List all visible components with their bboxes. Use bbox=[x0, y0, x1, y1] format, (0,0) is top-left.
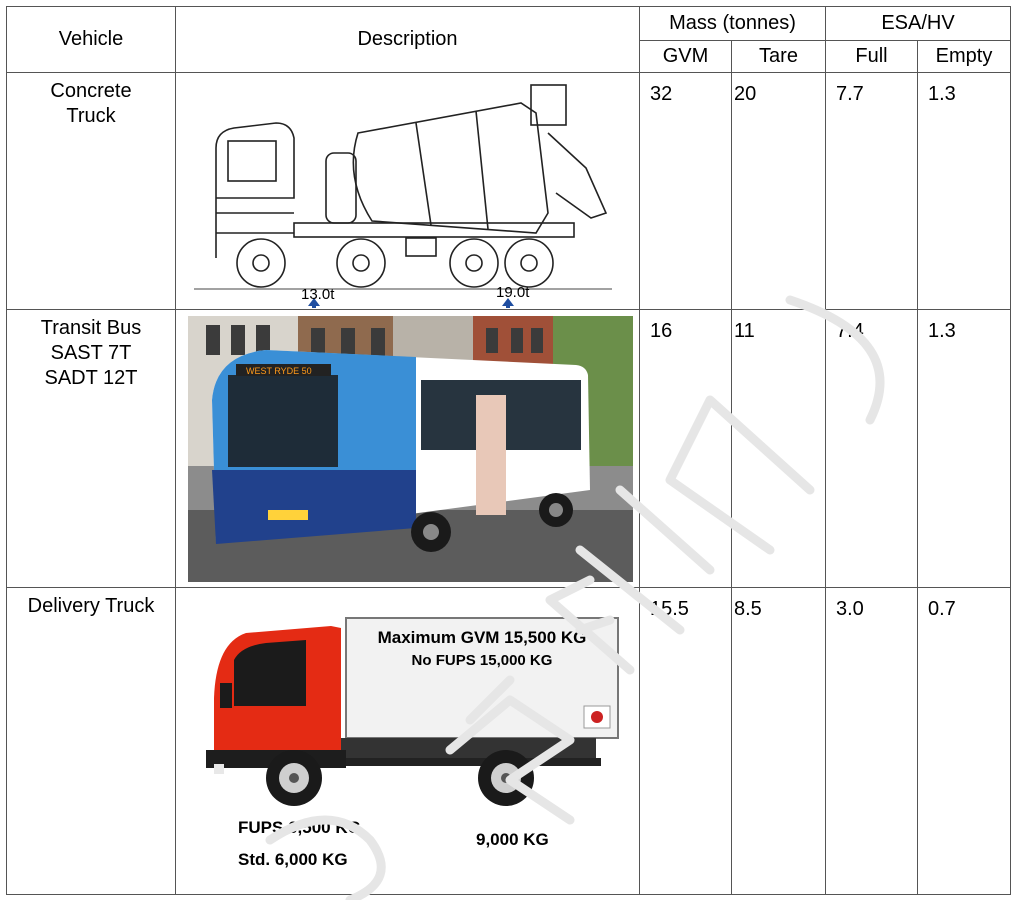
transit-bus-photo bbox=[176, 310, 640, 586]
vehicle-name-line: Concrete bbox=[50, 80, 132, 102]
description-cell bbox=[176, 310, 640, 588]
header-gvm: GVM bbox=[640, 41, 732, 73]
table-row bbox=[7, 73, 1011, 310]
full-cell: 3.0 bbox=[826, 588, 918, 895]
tare-cell: 11 bbox=[732, 310, 826, 588]
header-empty: Empty bbox=[918, 41, 1011, 73]
vehicle-cell bbox=[7, 588, 176, 895]
table-row bbox=[7, 588, 1011, 895]
vehicle-name-line: SADT 12T bbox=[44, 367, 138, 389]
empty-cell: 1.3 bbox=[918, 310, 1011, 588]
vehicle-cell bbox=[7, 73, 176, 310]
front-axle-std: Std. 6,000 KG bbox=[238, 850, 348, 869]
tare-cell: 20 bbox=[732, 73, 826, 310]
header-mass-group: Mass (tonnes) bbox=[640, 7, 826, 41]
header-vehicle: Vehicle bbox=[7, 7, 176, 73]
empty-cell: 0.7 bbox=[918, 588, 1011, 895]
box-text-no-fups: No FUPS 15,000 KG bbox=[411, 652, 553, 669]
full-cell: 7.4 bbox=[826, 310, 918, 588]
vehicle-table bbox=[6, 6, 1011, 895]
front-axle-load: 13.0t bbox=[301, 286, 335, 303]
header-description: Description bbox=[176, 7, 640, 73]
vehicle-name-line: Transit Bus bbox=[40, 317, 142, 339]
front-axle-fups: FUPS 6,500 KG bbox=[238, 818, 361, 837]
gvm-cell: 16 bbox=[640, 310, 732, 588]
header-full: Full bbox=[826, 41, 918, 73]
rear-axle-load: 9,000 KG bbox=[476, 830, 549, 849]
vehicle-name-line: Truck bbox=[66, 105, 116, 127]
empty-cell: 1.3 bbox=[918, 73, 1011, 310]
gvm-cell: 32 bbox=[640, 73, 732, 310]
concrete-truck-diagram bbox=[176, 73, 640, 308]
table-row bbox=[7, 310, 1011, 588]
box-text-max-gvm: Maximum GVM 15,500 KG bbox=[377, 628, 587, 647]
header-esa-group: ESA/HV bbox=[826, 7, 1011, 41]
description-cell bbox=[176, 588, 640, 895]
gvm-cell: 15.5 bbox=[640, 588, 732, 895]
vehicle-cell bbox=[7, 310, 176, 588]
destination-sign: WEST RYDE 50 bbox=[246, 366, 312, 376]
rear-axle-load: 19.0t bbox=[496, 284, 530, 301]
header-tare: Tare bbox=[732, 41, 826, 73]
full-cell: 7.7 bbox=[826, 73, 918, 310]
vehicle-name-line: SAST 7T bbox=[50, 342, 132, 364]
vehicle-name-line: Delivery Truck bbox=[27, 595, 155, 617]
description-cell bbox=[176, 73, 640, 310]
tare-cell: 8.5 bbox=[732, 588, 826, 895]
